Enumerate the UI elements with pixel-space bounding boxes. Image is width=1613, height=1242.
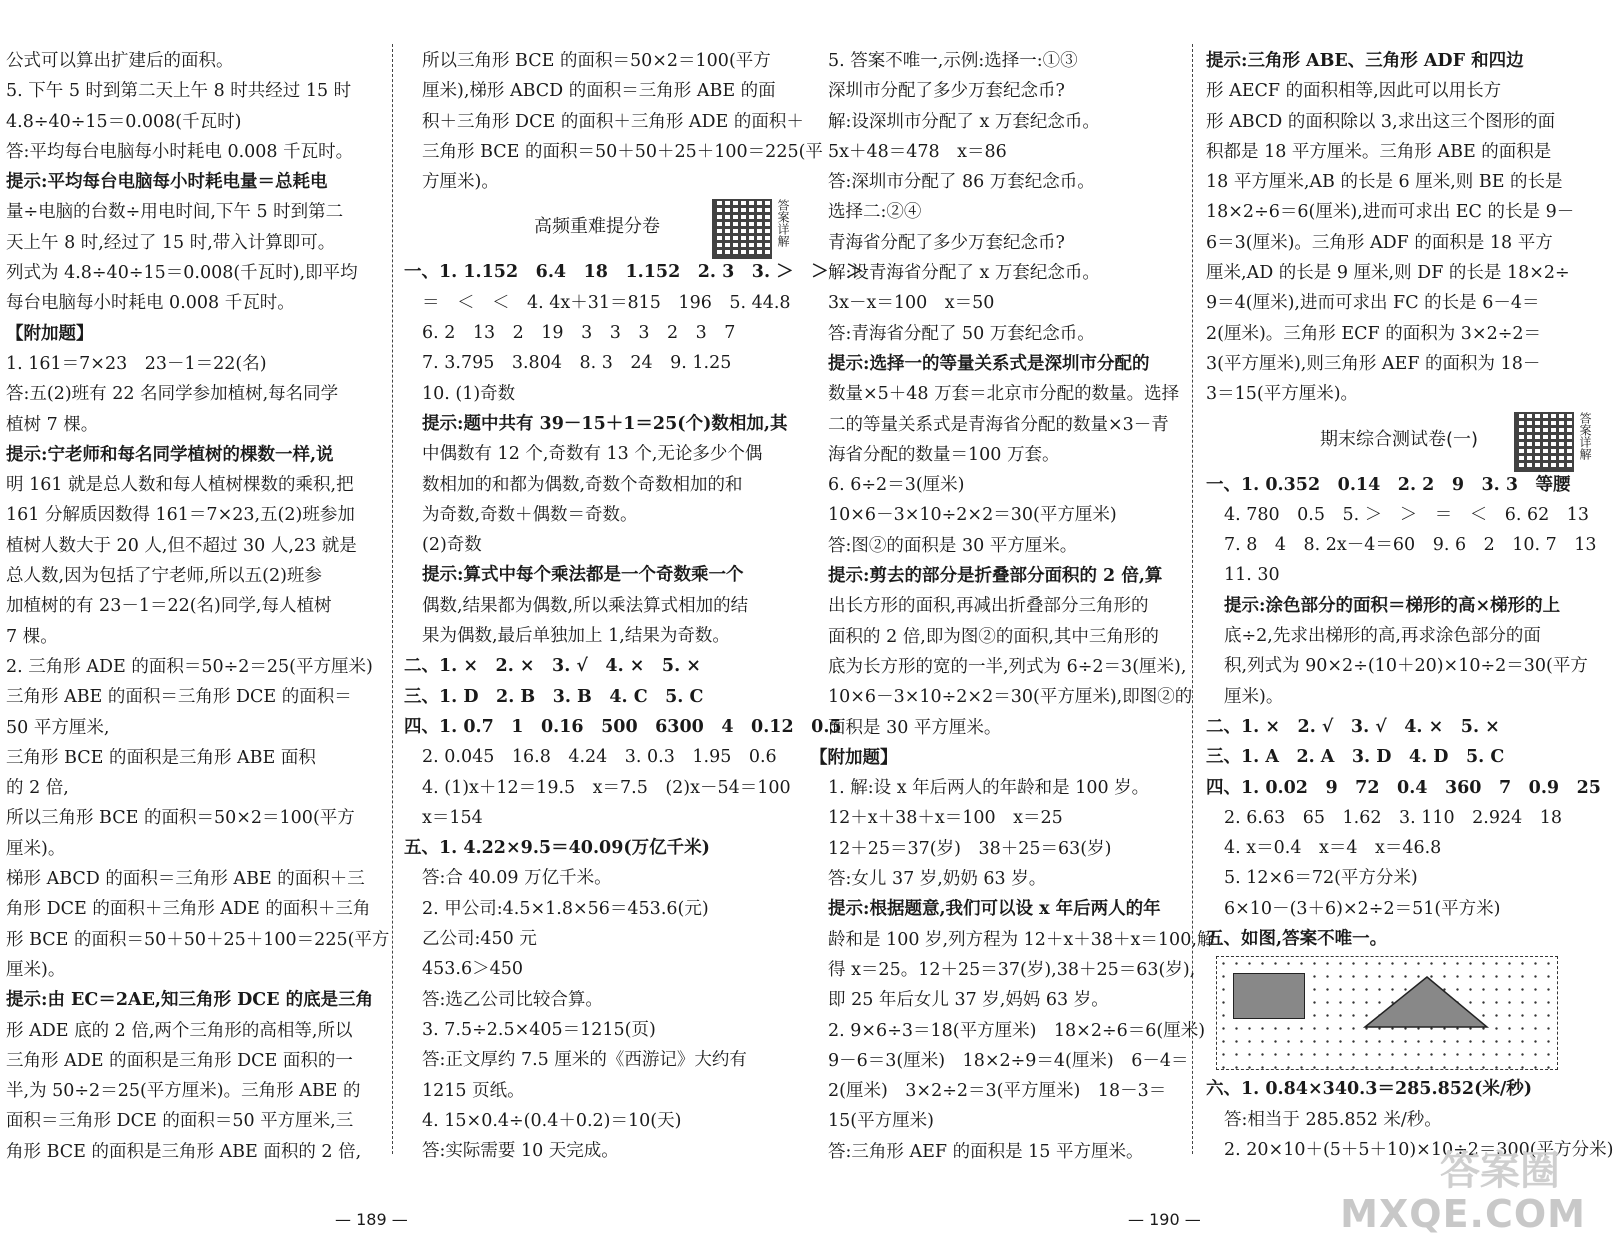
text-line: 偶数,结果都为偶数,所以乘法算式相加的结 xyxy=(422,595,749,616)
text-line: 1. 解:设 x 年后两人的年龄和是 100 岁。 xyxy=(828,778,1150,799)
text-line: 底为长方形的宽的一半,列式为 6÷2＝3(厘米), xyxy=(828,656,1187,677)
text-line: 形 BCE 的面积＝50＋50＋25＋100＝225(平方 xyxy=(6,929,390,950)
text-line: 【附加题】 xyxy=(6,323,94,344)
text-line: 所以三角形 BCE 的面积＝50×2＝100(平方 xyxy=(6,808,355,829)
text-line: 3x－x＝100 x＝50 xyxy=(828,293,995,314)
text-line: 海省分配的数量＝100 万套。 xyxy=(828,444,1060,465)
text-line: 12＋x＋38＋x＝100 x＝25 xyxy=(828,808,1063,829)
text-line: 提示:三角形 ABE、三角形 ADF 和四边 xyxy=(1206,51,1524,71)
text-line: 4. 15×0.4÷(0.4＋0.2)＝10(天) xyxy=(422,1110,682,1131)
text-line: 明 161 就是总人数和每人植树棵数的乘积,把 xyxy=(6,475,354,496)
text-line: 量÷电脑的台数÷用电时间,下午 5 时到第二 xyxy=(6,202,344,223)
shaded-triangle xyxy=(1365,977,1487,1027)
text-line: 三、1. D 2. B 3. B 4. C 5. C xyxy=(404,686,704,707)
triangle-figure xyxy=(1217,957,1557,1069)
watermark-url: MXQE.COM xyxy=(1340,1192,1586,1236)
text-line: 乙公司:450 元 xyxy=(422,929,537,950)
text-line: 5. 下午 5 时到第二天上午 8 时共经过 15 时 xyxy=(6,81,352,102)
text-line: 青海省分配了多少万套纪念币? xyxy=(828,232,1065,253)
text-line: 为奇数,奇数＋偶数＝奇数。 xyxy=(422,504,638,525)
text-line: 五、如图,答案不唯一。 xyxy=(1206,929,1388,950)
text-line: 厘米),梯形 ABCD 的面积＝三角形 ABE 的面 xyxy=(422,81,776,102)
text-line: 形 ABCD 的面积除以 3,求出这三个图形的面 xyxy=(1206,111,1556,132)
text-line: 7 棵。 xyxy=(6,626,58,647)
text-line: 面积是 30 平方厘米。 xyxy=(828,717,1002,738)
text-line: 天上午 8 时,经过了 15 时,带入计算即可。 xyxy=(6,232,336,253)
text-line: 提示:涂色部分的面积＝梯形的高×梯形的上 xyxy=(1224,595,1561,616)
text-line: 4. (1)x＋12＝19.5 x＝7.5 (2)x－54＝100 xyxy=(422,777,791,798)
text-line: 提示:宁老师和每名同学植树的棵数一样,说 xyxy=(6,444,334,465)
text-line: 答:相当于 285.852 米/秒。 xyxy=(1224,1109,1442,1130)
text-line: 2(厘米)。三角形 ECF 的面积为 3×2÷2＝ xyxy=(1206,323,1542,344)
text-line: 4. x＝0.4 x＝4 x＝46.8 xyxy=(1224,838,1442,859)
text-line: 【附加题】 xyxy=(810,747,898,768)
text-line: 2. 甲公司:4.5×1.8×56＝453.6(元) xyxy=(422,898,709,919)
text-line: 植树 7 棵。 xyxy=(6,414,99,435)
text-line: 面积的 2 倍,即为图②的面积,其中三角形的 xyxy=(828,626,1159,647)
text-line: 深圳市分配了多少万套纪念币? xyxy=(828,81,1065,102)
text-line: 2. 6.63 65 1.62 3. 110 2.924 18 xyxy=(1224,807,1562,828)
text-line: 答:女儿 37 岁,奶奶 63 岁。 xyxy=(828,869,1047,890)
text-line: 答:选乙公司比较合算。 xyxy=(422,989,603,1010)
text-line: 厘米)。 xyxy=(6,838,66,859)
text-line: 5x＋48＝478 x＝86 xyxy=(828,141,1007,162)
text-line: 9－6＝3(厘米) 18×2÷9＝4(厘米) 6－4＝ xyxy=(828,1050,1189,1071)
text-line: 解:设青海省分配了 x 万套纪念币。 xyxy=(828,263,1100,284)
text-line: 二的等量关系式是青海省分配的数量×3－青 xyxy=(828,414,1169,435)
text-line: 得 x＝25。12＋25＝37(岁),38＋25＝63(岁), xyxy=(828,959,1196,980)
text-line: 6. 2 13 2 19 3 3 3 2 3 7 xyxy=(422,323,736,344)
text-line: 二、1. × 2. √ 3. √ 4. × 5. × xyxy=(1206,716,1500,737)
text-line: 角形 DCE 的面积＋三角形 ADE 的面积＋三角 xyxy=(6,899,371,920)
qr-code-icon xyxy=(1514,412,1574,472)
column-divider xyxy=(1192,44,1193,1154)
column-4 xyxy=(1206,46,1613,1165)
text-line: 提示:根据题意,我们可以设 x 年后两人的年 xyxy=(828,899,1161,920)
text-line: 4. 780 0.5 5. ＞ ＞ ＝ ＜ 6. 62 13 xyxy=(1224,504,1590,525)
text-line: 10×6－3×10÷2×2＝30(平方厘米),即图②的 xyxy=(828,687,1193,708)
text-line: 数量×5＋48 万套＝北京市分配的数量。选择 xyxy=(828,384,1180,405)
text-line: 果为偶数,最后单独加上 1,结果为奇数。 xyxy=(422,626,730,647)
text-line: 一、1. 1.152 6.4 18 1.152 2. 3 3. ＞ ＞ ＞ xyxy=(404,262,864,283)
text-line: 提示:算式中每个乘法都是一个奇数乘一个 xyxy=(422,565,744,586)
text-line: 2. 三角形 ADE 的面积＝50÷2＝25(平方厘米) xyxy=(6,656,373,677)
section-title-text: 高频重难提分卷 xyxy=(534,216,660,238)
qr-label: 答案详解 xyxy=(776,199,790,248)
text-line: 2. 0.045 16.8 4.24 3. 0.3 1.95 0.6 xyxy=(422,747,777,768)
watermark-logo: 答案圈 xyxy=(1440,1148,1560,1194)
text-line: 出长方形的面积,再减出折叠部分三角形的 xyxy=(828,596,1149,617)
text-line: 的 2 倍, xyxy=(6,778,69,799)
text-line: 4.8÷40÷15＝0.008(千瓦时) xyxy=(6,111,242,132)
text-line: 9＝4(厘米),进而可求出 FC 的长是 6－4＝ xyxy=(1206,293,1540,314)
text-line: 积,列式为 90×2÷(10＋20)×10÷2＝30(平方 xyxy=(1224,656,1588,677)
text-line: 公式可以算出扩建后的面积。 xyxy=(6,51,234,71)
text-line: x＝154 xyxy=(422,807,483,828)
text-line: 3. 7.5÷2.5×405＝1215(页) xyxy=(422,1019,656,1040)
text-line: 数相加的和都为偶数,奇数个奇数相加的和 xyxy=(422,474,743,495)
text-line: 总人数,因为包括了宁老师,所以五(2)班参 xyxy=(6,566,322,587)
text-line: 龄和是 100 岁,列方程为 12＋x＋38＋x＝100,解 xyxy=(828,929,1215,950)
text-line: 四、1. 0.02 9 72 0.4 360 7 0.9 25 xyxy=(1206,777,1601,798)
text-line: 答:图②的面积是 30 平方厘米。 xyxy=(828,535,1078,556)
grid-figure xyxy=(1216,956,1558,1070)
text-line: 7. 8 4 8. 2x－4＝60 9. 6 2 10. 7 13 xyxy=(1224,535,1597,556)
qr-code-icon xyxy=(712,199,772,259)
text-line: 答:平均每台电脑每小时耗电 0.008 千瓦时。 xyxy=(6,141,354,162)
text-line: 形 AECF 的面积相等,因此可以用长方 xyxy=(1206,81,1502,102)
text-line: 453.6＞450 xyxy=(422,959,524,980)
text-line: 5. 答案不唯一,示例:选择一:①③ xyxy=(828,51,1078,71)
text-line: 所以三角形 BCE 的面积＝50×2＝100(平方 xyxy=(422,51,771,71)
text-line: 18×2÷6＝6(厘米),进而可求出 EC 的长是 9－ xyxy=(1206,202,1575,223)
text-line: 2. 20×10＋(5＋5＋10)×10÷2＝300(平方分米) xyxy=(1224,1139,1613,1160)
text-line: 选择二:②④ xyxy=(828,202,922,223)
text-line: 三角形 ABE 的面积＝三角形 DCE 的面积＝ xyxy=(6,687,352,708)
text-line: 12＋25＝37(岁) 38＋25＝63(岁) xyxy=(828,838,1112,859)
text-line: 提示:剪去的部分是折叠部分面积的 2 倍,算 xyxy=(828,566,1163,587)
text-line: 提示:平均每台电脑每小时耗电量＝总耗电 xyxy=(6,172,328,193)
section-title-text: 期末综合测试卷(一) xyxy=(1319,428,1479,450)
text-line: 3＝15(平方厘米)。 xyxy=(1206,384,1359,405)
column-divider xyxy=(392,44,393,1154)
text-line: 面积＝三角形 DCE 的面积＝50 平方厘米,三 xyxy=(6,1111,354,1132)
text-line: 角形 BCE 的面积是三角形 ABE 面积的 2 倍, xyxy=(6,1141,362,1162)
text-line: 每台电脑每小时耗电 0.008 千瓦时。 xyxy=(6,293,295,314)
text-line: 答:五(2)班有 22 名同学参加植树,每名同学 xyxy=(6,384,339,405)
text-line: 方厘米)。 xyxy=(422,172,499,193)
qr-label: 答案详解 xyxy=(1578,411,1592,460)
text-line: 六、1. 0.84×340.3＝285.852(米/秒) xyxy=(1206,1079,1533,1100)
text-line: 1215 页纸。 xyxy=(422,1080,525,1101)
text-line: 6＝3(厘米)。三角形 ADF 的面积是 18 平方 xyxy=(1206,232,1553,253)
text-line: (2)奇数 xyxy=(422,535,482,556)
text-line: 四、1. 0.7 1 0.16 500 6300 4 0.12 0.5 xyxy=(404,716,842,737)
text-line: ＝ ＜ ＜ 4. 4x＋31＝815 196 5. 44.8 xyxy=(422,292,791,313)
text-line: 6×10－(3＋6)×2÷2＝51(平方米) xyxy=(1224,898,1501,919)
text-line: 答:深圳市分配了 86 万套纪念币。 xyxy=(828,172,1095,193)
text-line: 提示:题中共有 39－15＋1＝25(个)数相加,其 xyxy=(422,413,788,434)
text-line: 解:设深圳市分配了 x 万套纪念币。 xyxy=(828,111,1100,132)
text-line: 答:青海省分配了 50 万套纪念币。 xyxy=(828,323,1095,344)
text-line: 中偶数有 12 个,奇数有 13 个,无论多少个偶 xyxy=(422,444,763,465)
text-line: 提示:选择一的等量关系式是深圳市分配的 xyxy=(828,353,1150,374)
text-line: 161 分解质因数得 161＝7×23,五(2)班参加 xyxy=(6,505,355,526)
text-line: 5. 12×6＝72(平方分米) xyxy=(1224,868,1418,889)
text-line: 二、1. × 2. × 3. √ 4. × 5. × xyxy=(404,656,701,677)
text-line: 加植树的有 23－1＝22(名)同学,每人植树 xyxy=(6,596,332,617)
text-line: 11. 30 xyxy=(1224,565,1280,586)
text-line: 植树人数大于 20 人,但不超过 30 人,23 就是 xyxy=(6,535,357,556)
text-line: 即 25 年后女儿 37 岁,妈妈 63 岁。 xyxy=(828,990,1109,1011)
text-line: 2(厘米) 3×2÷2＝3(平方厘米) 18－3＝ xyxy=(828,1081,1167,1102)
text-line: 10. (1)奇数 xyxy=(422,383,516,404)
text-line: 50 平方厘米, xyxy=(6,717,110,738)
text-line: 18 平方厘米,AB 的长是 6 厘米,则 BE 的长是 xyxy=(1206,172,1563,193)
text-line: 积都是 18 平方厘米。三角形 ABE 的面积是 xyxy=(1206,141,1552,162)
text-line: 提示:由 EC＝2AE,知三角形 DCE 的底是三角 xyxy=(6,990,374,1011)
text-line: 6. 6÷2＝3(厘米) xyxy=(828,475,965,496)
text-line: 1. 161＝7×23 23－1＝22(名) xyxy=(6,353,267,374)
column-3 xyxy=(810,46,1215,1167)
text-line: 答:正文厚约 7.5 厘米的《西游记》大约有 xyxy=(422,1050,747,1071)
text-line: 7. 3.795 3.804 8. 3 24 9. 1.25 xyxy=(422,353,732,374)
text-line: 半,为 50÷2＝25(平方厘米)。三角形 ABE 的 xyxy=(6,1081,361,1102)
text-line: 一、1. 0.352 0.14 2. 2 9 3. 3 等腰 xyxy=(1206,474,1571,495)
text-line: 三角形 ADE 的面积是三角形 DCE 面积的一 xyxy=(6,1050,353,1071)
text-line: 厘米,AD 的长是 9 厘米,则 DF 的长是 18×2÷ xyxy=(1206,263,1570,284)
page-number-left: — 189 — xyxy=(335,1210,408,1229)
text-line: 答:合 40.09 万亿千米。 xyxy=(422,868,612,889)
text-line: 三角形 BCE 的面积＝50＋50＋25＋100＝225(平 xyxy=(422,141,823,162)
text-line: 厘米)。 xyxy=(1224,686,1284,707)
text-line: 积＋三角形 DCE 的面积＋三角形 ADE 的面积＋ xyxy=(422,111,804,132)
text-line: 答:实际需要 10 天完成。 xyxy=(422,1141,619,1162)
text-line: 答:三角形 AEF 的面积是 15 平方厘米。 xyxy=(828,1141,1144,1162)
page-number-right: — 190 — xyxy=(1128,1210,1201,1229)
text-line: 三、1. A 2. A 3. D 4. D 5. C xyxy=(1206,747,1505,768)
text-line: 15(平方厘米) xyxy=(828,1111,934,1132)
text-line: 10×6－3×10÷2×2＝30(平方厘米) xyxy=(828,505,1117,526)
text-line: 底÷2,先求出梯形的高,再求涂色部分的面 xyxy=(1224,626,1541,647)
text-line: 三角形 BCE 的面积是三角形 ABE 面积 xyxy=(6,747,316,768)
text-line: 五、1. 4.22×9.5＝40.09(万亿千米) xyxy=(404,838,710,859)
text-line: 3(平方厘米),则三角形 AEF 的面积为 18－ xyxy=(1206,353,1541,374)
text-line: 列式为 4.8÷40÷15＝0.008(千瓦时),即平均 xyxy=(6,263,358,284)
section-title xyxy=(404,197,790,257)
column-1 xyxy=(6,46,390,1167)
text-line: 厘米)。 xyxy=(6,959,66,980)
text-line: 2. 9×6÷3＝18(平方厘米) 18×2÷6＝6(厘米) xyxy=(828,1020,1206,1041)
text-line: 梯形 ABCD 的面积＝三角形 ABE 的面积＋三 xyxy=(6,869,365,890)
section-title xyxy=(1206,410,1592,470)
text-line: 形 ADE 底的 2 倍,两个三角形的高相等,所以 xyxy=(6,1020,353,1041)
